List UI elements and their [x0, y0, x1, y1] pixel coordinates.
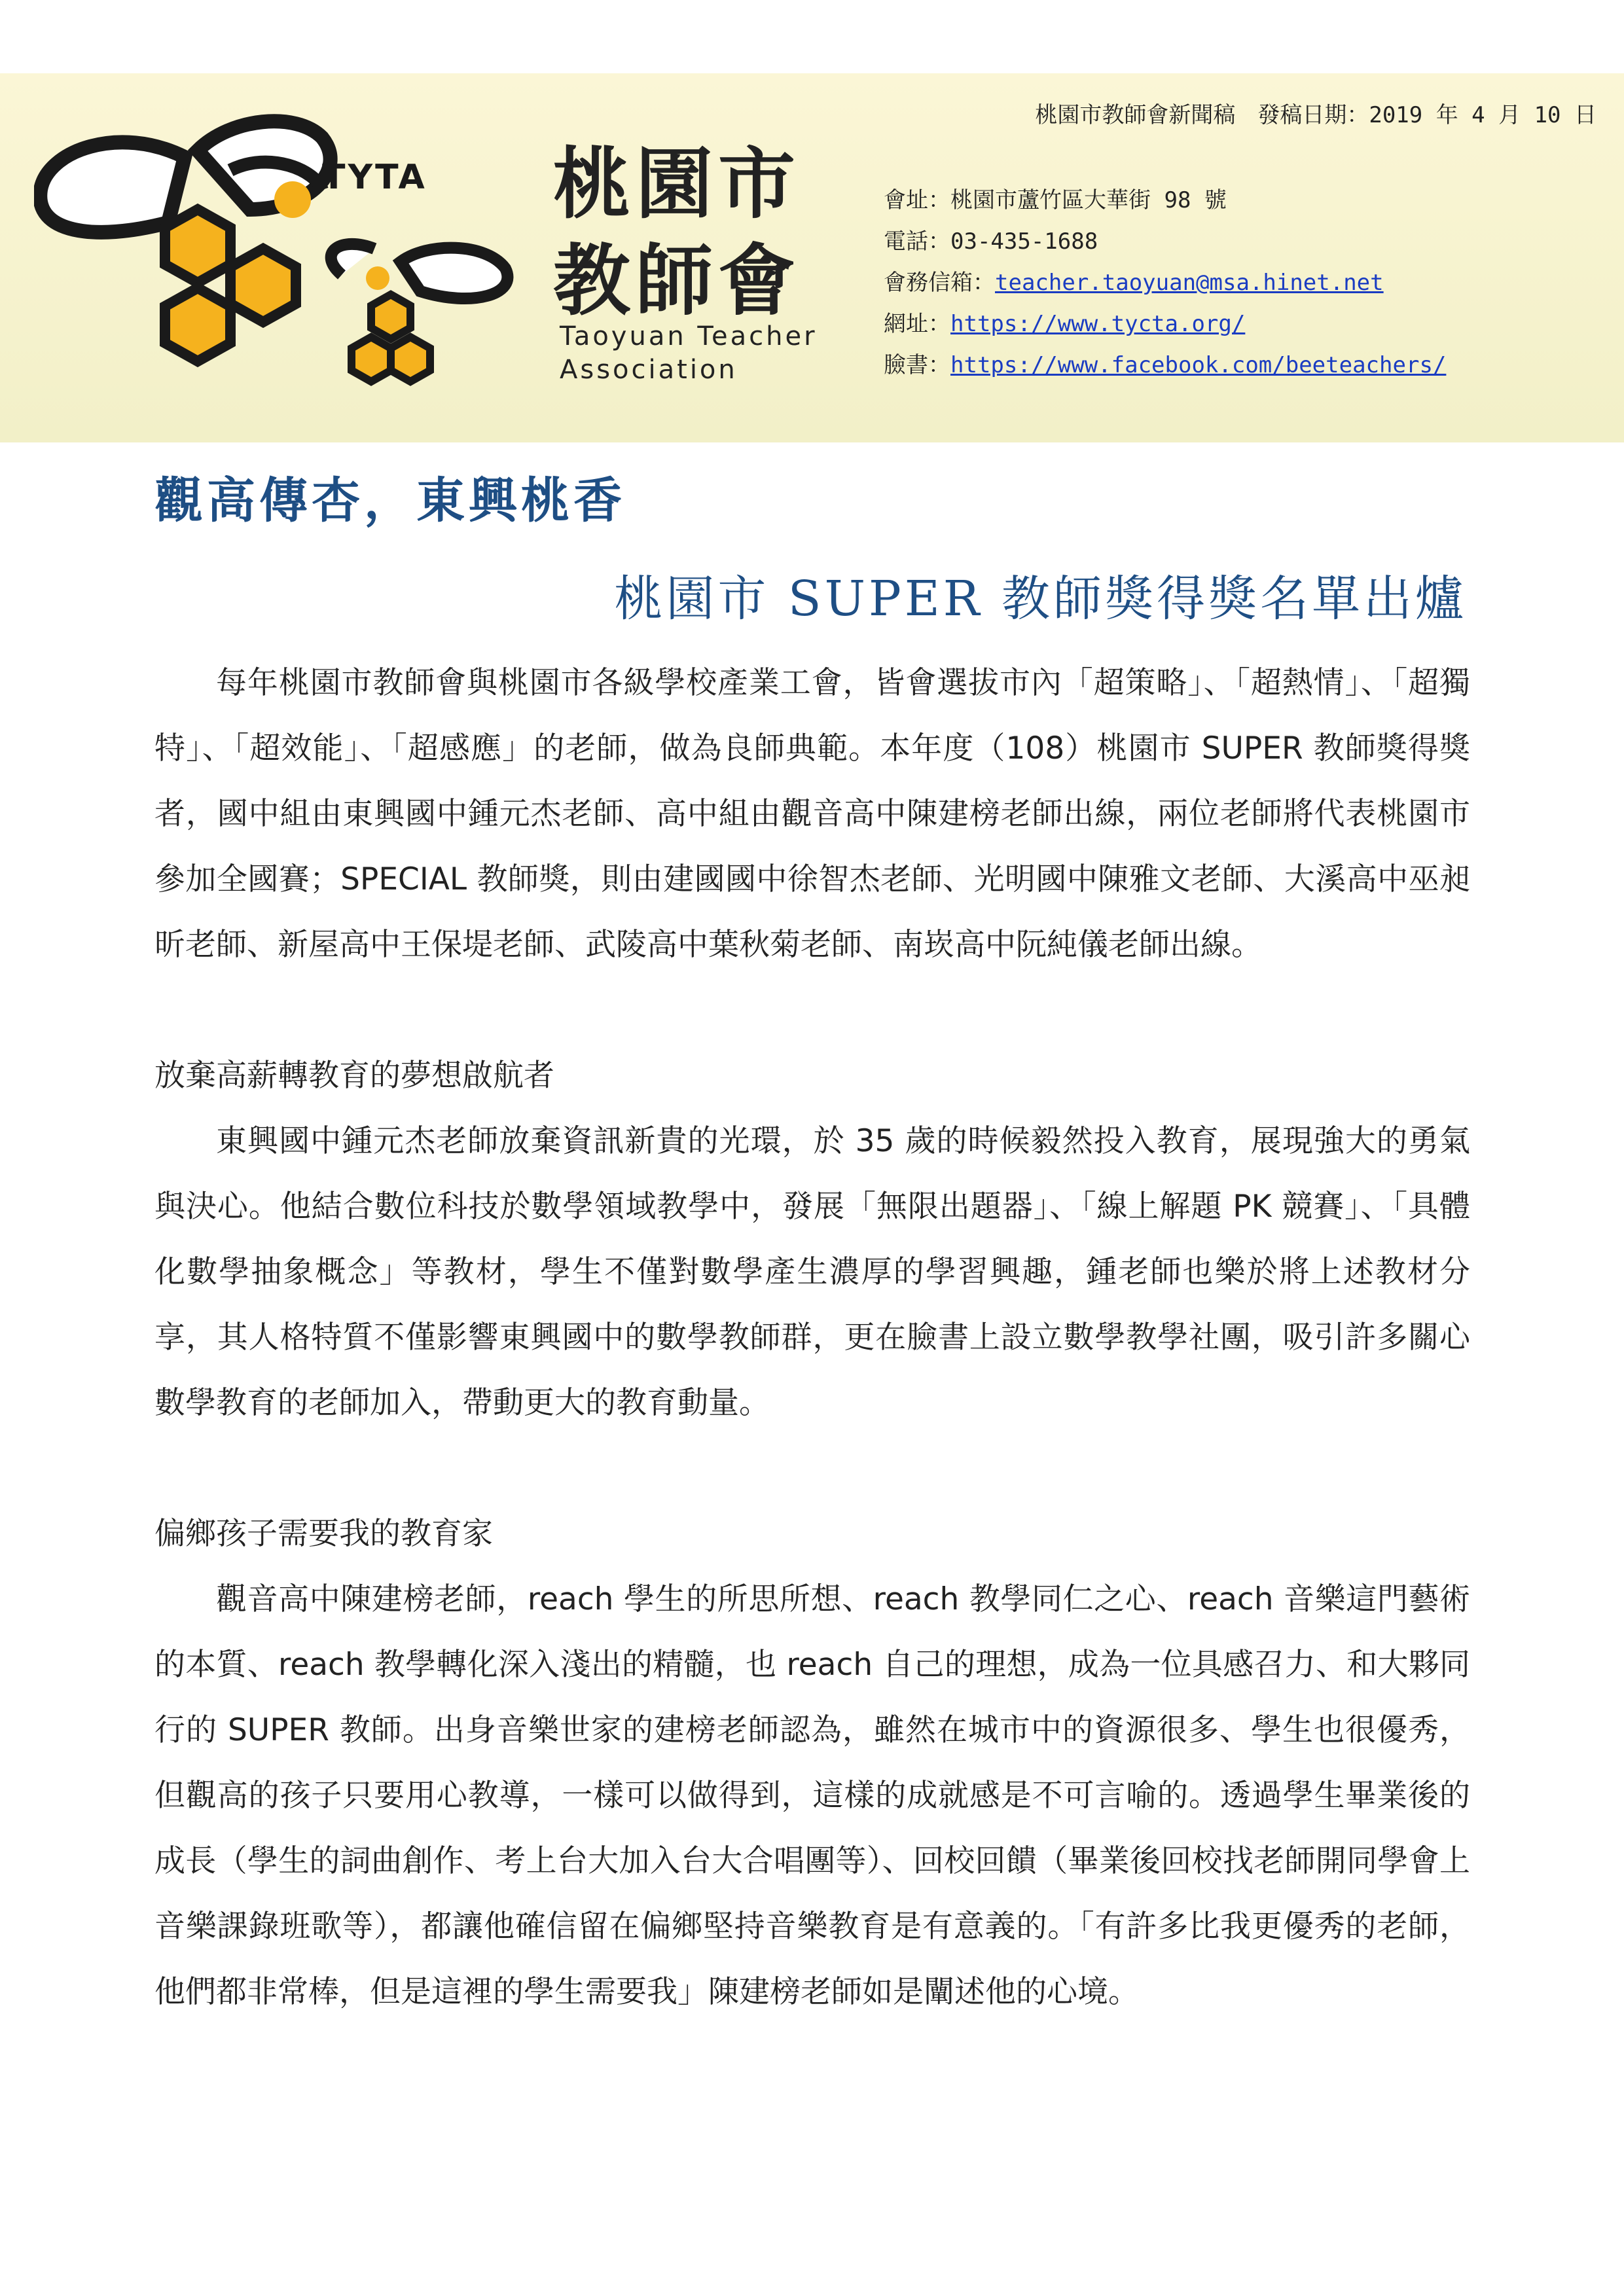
intro-paragraph: 每年桃園市教師會與桃園市各級學校產業工會，皆會選拔市內「超策略」、「超熱情」、「超獨特」、「超效能」、「超感應」的老師，做為良師典範。本年度（108）桃園市 SUPER 教師獎得獎者，國中組由東興國中鍾元杰老師、高中組由觀音高中陳建榜老師出線，兩位老師將代表桃園市參加全國賽；SPECIAL 教師獎，則由建國國中徐智杰老師、光明國中陳雅文老師、大溪高中巫昶昕老師、新屋高中王保堤老師、武陵高中葉秋菊老師、南崁高中阮純儀老師出線。: [154, 665, 1470, 963]
facebook-link[interactable]: https://www.facebook.com/beeteachers/: [950, 352, 1447, 378]
facebook-row: [884, 347, 1446, 388]
article-body: [154, 651, 1470, 2025]
section2-paragraph: 觀音高中陳建榜老師，reach 學生的所思所想、reach 教學同仁之心、reach 音樂這門藝術的本質、reach 教學轉化深入淺出的精髓，也 reach 自己的理想，成為一位具感召力、和大夥同行的 SUPER 教師。出身音樂世家的建榜老師認為，雖然在城市中的資源很多、學生也很優秀，但觀高的孩子只要用心教導，一樣可以做得到，這樣的成就感是不可言喻的。透過學生畢業後的成長（學生的詞曲創作、考上台大加入台大合唱團等）、回校回饋（畢業後回校找老師開同學會上音樂課錄班歌等），都讓他確信留在偏鄉堅持音樂教育是有意義的。「有許多比我更優秀的老師，他們都非常棒，但是這裡的學生需要我」陳建榜老師如是闡述他的心境。: [154, 1581, 1470, 2010]
logo-text: TYTA: [322, 158, 427, 197]
address-row: [884, 182, 1446, 223]
phone-label: 電話：: [884, 228, 950, 255]
section2-heading: 偏鄉孩子需要我的教育家: [154, 1516, 493, 1552]
section1-heading: 放棄高薪轉教育的夢想啟航者: [154, 1058, 554, 1094]
email-row: [884, 264, 1446, 306]
email-label: 會務信箱：: [884, 270, 995, 296]
org-name-en-line1: Taoyuan Teacher: [560, 321, 818, 351]
facebook-label: 臉書：: [884, 352, 950, 378]
address-label: 會址：: [884, 187, 950, 213]
website-row: [884, 306, 1446, 347]
article-subtitle: 桃園市 SUPER 教師獎得獎名單出爐: [614, 571, 1467, 627]
website-link[interactable]: https://www.tycta.org/: [950, 311, 1246, 337]
org-name-zh-line2: 教師會: [553, 236, 801, 326]
phone-value: 03-435-1688: [950, 228, 1098, 255]
org-name-en-line2: Association: [560, 355, 738, 385]
phone-row: [884, 223, 1446, 264]
section1-paragraph: 東興國中鍾元杰老師放棄資訊新貴的光環，於 35 歲的時候毅然投入教育，展現強大的勇氣與決心。他結合數位科技於數學領域教學中，發展「無限出題器」、「線上解題 PK 競賽」、「具體化數學抽象概念」等教材，學生不僅對數學產生濃厚的學習興趣，鍾老師也樂於將上述教材分享，其人格特質不僅影響東興國中的數學教師群，更在臉書上設立數學教學社團，吸引許多關心數學教育的老師加入，帶動更大的教育動量。: [154, 1123, 1470, 1421]
tyta-bee-logo: [34, 111, 532, 386]
press-release-date: 桃園市教師會新聞稿 發稿日期：2019 年 4 月 10 日: [1035, 102, 1597, 128]
email-link[interactable]: teacher.taoyuan@msa.hinet.net: [995, 270, 1384, 296]
org-name-zh-line1: 桃園市: [553, 139, 801, 229]
article-title: 觀高傳杏，東興桃香: [154, 473, 626, 529]
website-label: 網址：: [884, 311, 950, 337]
address-value: 桃園市蘆竹區大華街 98 號: [950, 187, 1227, 213]
contact-block: [884, 182, 1446, 388]
